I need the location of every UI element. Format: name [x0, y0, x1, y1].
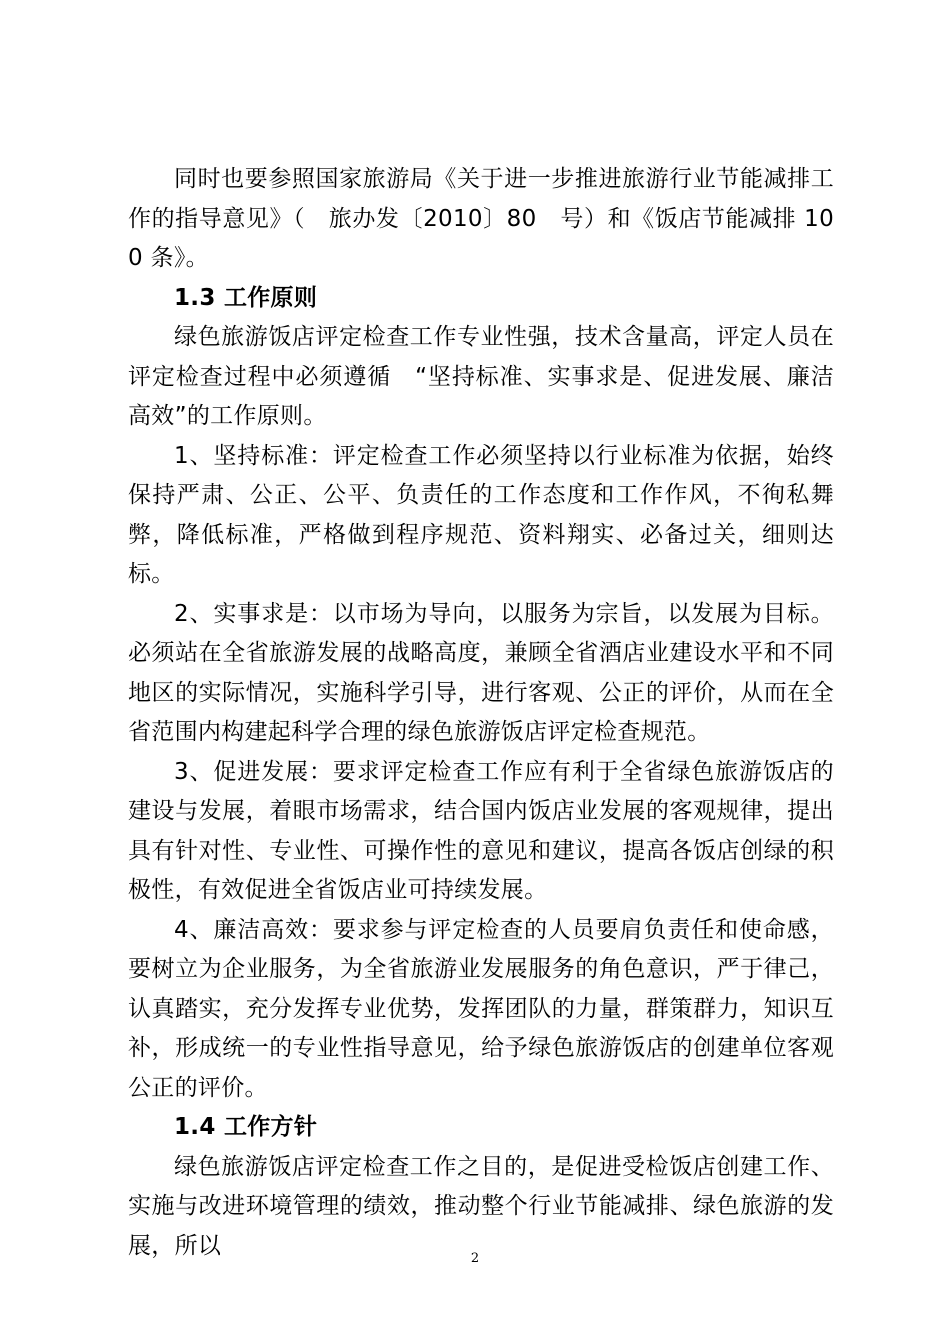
- section-heading-1-4: 1.4 工作方针: [174, 1114, 318, 1140]
- paragraph-work-principles: 绿色旅游饭店评定检查工作专业性强，技术含量高，评定人员在评定检查过程中必须遵循 “坚持标准、实事求是、促进发展、廉洁高效”的工作原则。: [128, 324, 834, 429]
- paragraph-work-policy: 绿色旅游饭店评定检查工作之目的，是促进受检饭店创建工作、实施与改进环境管理的绩效，推动整个行业节能减排、绿色旅游的发展，所以: [128, 1153, 834, 1259]
- document-body: [128, 160, 834, 1266]
- paragraph-principle-1: 1、坚持标准：评定检查工作必须坚持以行业标准为依据，始终保持严肃、公正、公平、负责任的工作态度和工作作风，不徇私舞弊，降低标准，严格做到程序规范、资料翔实、必备过关，细则达标。: [128, 442, 834, 587]
- page-number: 2: [470, 1251, 480, 1266]
- paragraph-reference-documents: 同时也要参照国家旅游局《关于进一步推进旅游行业节能减排工作的指导意见》（ 旅办发〔2010〕80 号）和《饭店节能减排 100 条》。: [128, 166, 834, 271]
- paragraph-principle-4: 4、廉洁高效：要求参与评定检查的人员要肩负责任和使命感，要树立为企业服务，为全省旅游业发展服务的角色意识，严于律己，认真踏实，充分发挥专业优势，发挥团队的力量，群策群力，知识互补，形成统一的专业性指导意见，给予绿色旅游饭店的创建单位客观公正的评价。: [128, 916, 834, 1101]
- paragraph-principle-2: 2、实事求是：以市场为导向，以服务为宗旨，以发展为目标。必须站在全省旅游发展的战略高度，兼顾全省酒店业建设水平和不同地区的实际情况，实施科学引导，进行客观、公正的评价，从而在全省范围内构建起科学合理的绿色旅游饭店评定检查规范。: [128, 600, 834, 745]
- paragraph-principle-3: 3、促进发展：要求评定检查工作应有利于全省绿色旅游饭店的建设与发展，着眼市场需求，结合国内饭店业发展的客观规律，提出具有针对性、专业性、可操作性的意见和建议，提高各饭店创绿的积极性，有效促进全省饭店业可持续发展。: [128, 758, 834, 903]
- section-heading-1-3: 1.3 工作原则: [174, 284, 318, 311]
